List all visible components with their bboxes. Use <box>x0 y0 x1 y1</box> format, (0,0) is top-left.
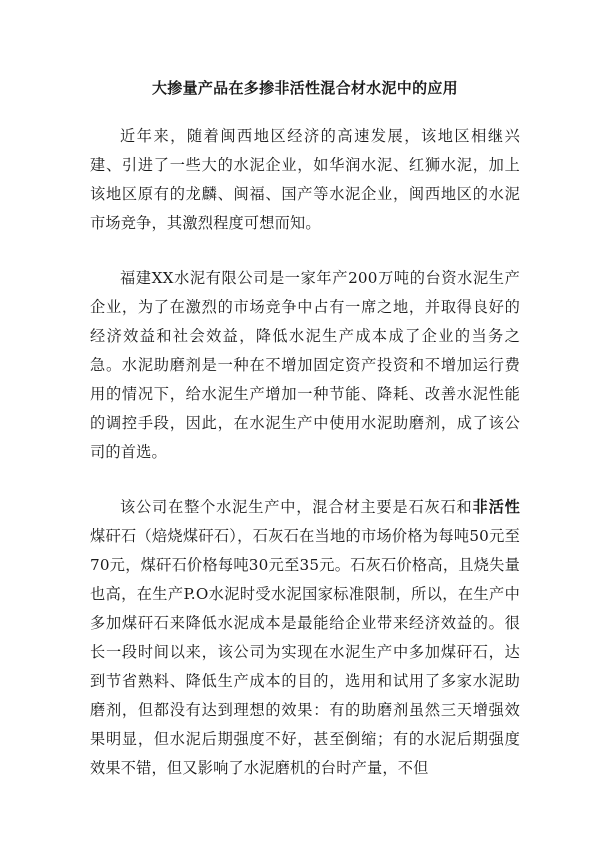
paragraph-company: 福建XX水泥有限公司是一家年产200万吨的台资水泥生产企业，为了在激烈的市场竞争中占有一席之地，并取得良好的经济效益和社会效益，降低水泥生产成本成了企业的当务之急。水泥助磨剂是一种在不增加固定资产投资和不增加运行费用的情况下，给水泥生产增加一种节能、降耗、改善水泥性能的调控手段，因此，在水泥生产中使用水泥助磨剂，成了该公司的首选。 <box>90 269 520 461</box>
document-page <box>90 78 520 809</box>
paragraph-materials <box>90 493 520 783</box>
paragraph-materials-bold: 非活性 <box>472 498 520 516</box>
document-title: 大掺量产品在多掺非活性混合材水泥中的应用 <box>151 79 458 97</box>
paragraph-materials-start: 该公司在整个水泥生产中，混合材主要是石灰石和 <box>120 498 473 516</box>
paragraph-materials-end: 煤矸石（焙烧煤矸石），石灰石在当地的市场价格为每吨50元至70元，煤矸石价格每吨30元至35元。石灰石价格高，且烧失量也高，在生产P.O水泥时受水泥国家标准限制，所以，在生产中多加煤矸石来降低水泥成本是最能给企业带来经济效益的。很长一段时间以来，该公司为实现在水泥生产中多加煤矸石，达到节省熟料、降低生产成本的目的，选用和试用了多家水泥助磨剂，但都没有达到理想的效果：有的助磨剂虽然三天增强效果明显，但水泥后期强度不好，甚至倒缩；有的水泥后期强度效果不错，但又影响了水泥磨机的台时产量，不但 <box>90 527 520 777</box>
paragraph-intro: 近年来，随着闽西地区经济的高速发展，该地区相继兴建、引进了一些大的水泥企业，如华润水泥、红狮水泥，加上该地区原有的龙麟、闽福、国产等水泥企业，闽西地区的水泥市场竞争，其激烈程度可想而知。 <box>90 127 520 232</box>
